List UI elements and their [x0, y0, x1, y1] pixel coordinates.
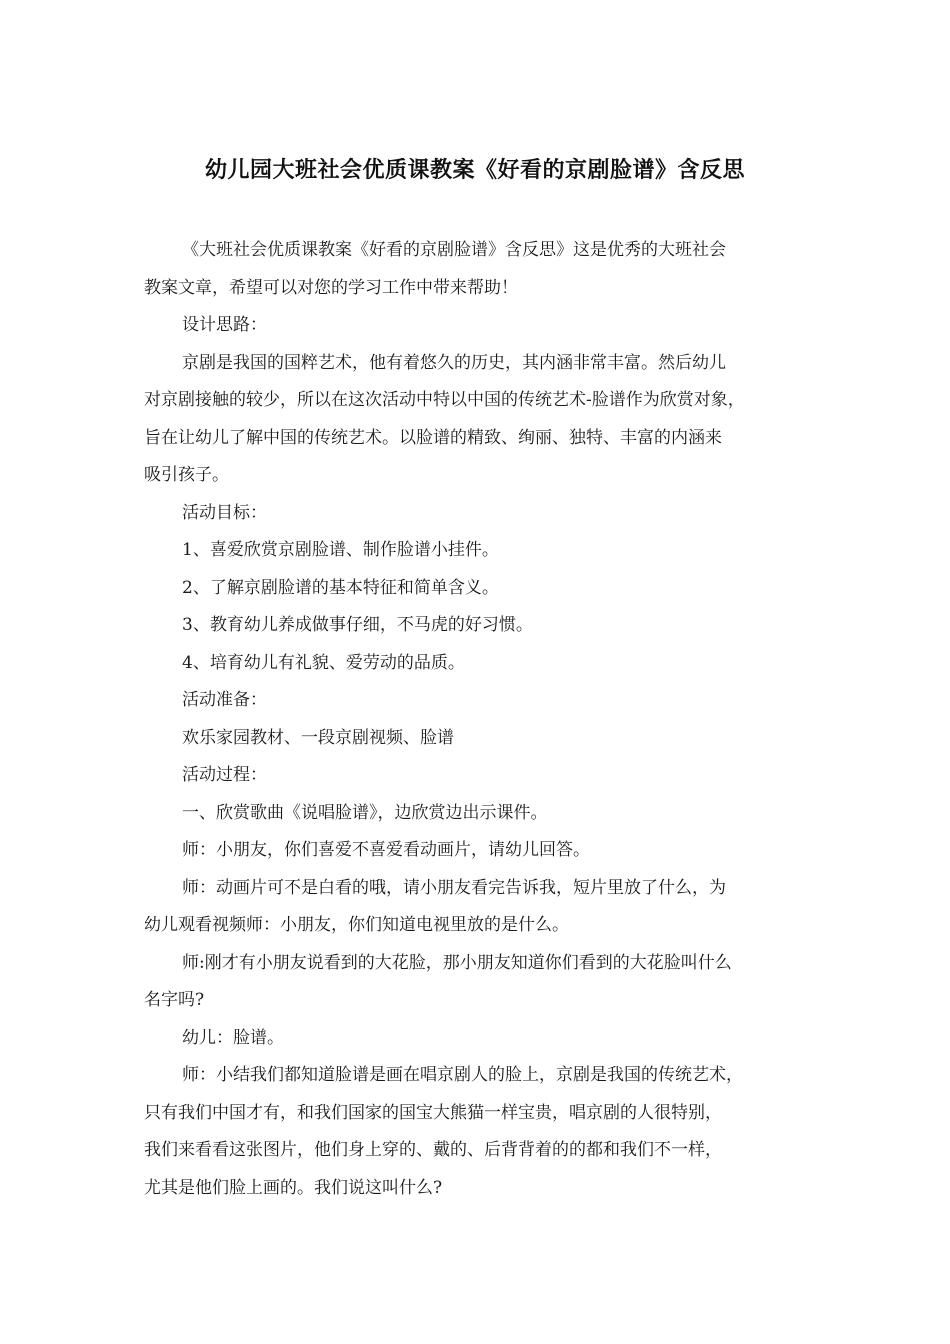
body-text-line: 尤其是他们脸上画的。我们说这叫什么?: [144, 1177, 443, 1198]
body-text-line: 设计思路：: [182, 315, 267, 335]
body-text-line: 名字吗?: [144, 990, 205, 1010]
body-text-line: 一、欣赏歌曲《说唱脸谱》，边欣赏边出示课件。: [182, 802, 548, 823]
body-text-line: 我们来看看这张图片，他们身上穿的、戴的、后背背着的的都和我们不一样，: [144, 1140, 722, 1160]
body-text-line: 《大班社会优质课教案《好看的京剧脸谱》含反思》这是优秀的大班社会: [182, 240, 726, 260]
body-text-line: 京剧是我国的国粹艺术，他有着悠久的历史，其内涵非常丰富。然后幼儿: [182, 352, 726, 373]
body-text-line: 活动过程：: [182, 765, 267, 785]
document-body: [144, 232, 824, 1207]
body-text-line: 幼儿：脸谱。: [182, 1027, 284, 1048]
body-text-line: 师：动画片可不是白看的哦，请小朋友看完告诉我，短片里放了什么，为: [182, 877, 726, 898]
body-text-line: 活动目标：: [182, 502, 267, 523]
body-text-line: 师：小朋友，你们喜爱不喜爱看动画片，请幼儿回答。: [182, 840, 590, 860]
body-text-line: 4、培育幼儿有礼貌、爱劳动的品质。: [182, 652, 465, 673]
body-text-line: 活动准备：: [182, 690, 267, 710]
body-text-line: 吸引孩子。: [144, 465, 229, 485]
body-text-line: 幼儿观看视频师：小朋友，你们知道电视里放的是什么。: [144, 915, 569, 935]
body-text-line: 师:刚才有小朋友说看到的大花脸，那小朋友知道你们看到的大花脸叫什么: [182, 952, 732, 973]
body-text-line: 教案文章，希望可以对您的学习工作中带来帮助！: [144, 277, 518, 298]
body-text-line: 旨在让幼儿了解中国的传统艺术。以脸谱的精致、绚丽、独特、丰富的内涵来: [144, 427, 722, 448]
body-text-line: 欢乐家园教材、一段京剧视频、脸谱: [182, 727, 454, 748]
body-text-line: 对京剧接触的较少，所以在这次活动中特以中国的传统艺术-脸谱作为欣赏对象，: [144, 390, 745, 410]
body-text-line: 师：小结我们都知道脸谱是画在唱京剧人的脸上，京剧是我国的传统艺术，: [182, 1065, 743, 1085]
body-text-line: 只有我们中国才有，和我们国家的国宝大熊猫一样宝贵，唱京剧的人很特别，: [144, 1102, 722, 1123]
body-text-line: 2、了解京剧脸谱的基本特征和简单含义。: [182, 577, 499, 598]
body-text-line: 1、喜爱欣赏京剧脸谱、制作脸谱小挂件。: [182, 540, 499, 560]
document-title: 幼儿园大班社会优质课教案《好看的京剧脸谱》含反思: [204, 158, 745, 183]
body-text-line: 3、教育幼儿养成做事仔细，不马虎的好习惯。: [182, 615, 533, 635]
